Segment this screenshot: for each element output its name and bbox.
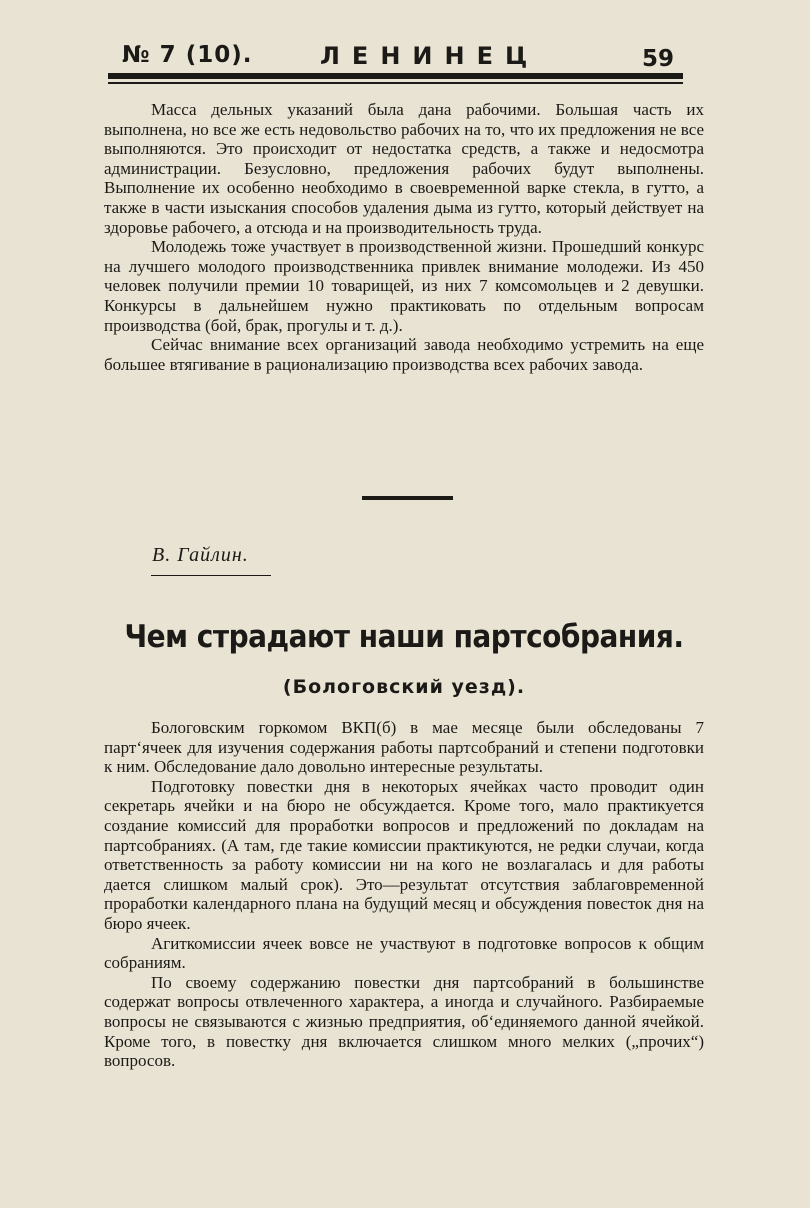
article-author: В. Гайлин.: [152, 544, 249, 566]
issue-number: № 7 (10).: [122, 42, 253, 68]
header-rule-thick: [108, 73, 683, 79]
journal-title: ЛЕНИНЕЦ: [320, 42, 540, 70]
paragraph: Бологовским горкомом ВКП(б) в мае месяце были обследованы 7 парт‘ячеек для изучения содержания работы партсобраний и степени подготовки к ним. Обследование дало довольно интересные результаты.: [104, 718, 704, 777]
paragraph: Агиткомиссии ячеек вовсе не участвуют в подготовке вопросов к общим собраниям.: [104, 933, 704, 973]
article-subtitle: (Бологовский уезд).: [282, 676, 526, 698]
author-underline: [151, 575, 271, 576]
paragraph: Молодежь тоже участвует в производственной жизни. Прошедший конкурс на лучшего молодого производственника привлек внимание молодежи. Из 450 человек получили премии 10 товарищей, из них 7 комсомольцев и 2 девушки. Конкурсы в дальнейшем нужно практиковать по отдельным вопросам производства (бой, брак, прогулы и т. д.).: [104, 237, 704, 335]
article-body: [104, 718, 704, 1071]
paragraph: По своему содержанию повестки дня партсобраний в большинстве содержат вопросы отвлеченного характера, а иногда и случайного. Разбираемые вопросы не связываются с жизнью предприятия, об‘единяемого данной ячейкой. Кроме того, в повестку дня включается слишком много мелких („прочих“) вопросов.: [104, 972, 704, 1071]
paragraph: Масса дельных указаний была дана рабочими. Большая часть их выполнена, но все же есть недовольство рабочих на то, что их предложения не все выполняются. Это происходит от недостатка средств, а также и недосмотра администрации. Безусловно, предложения рабочих будут выполнены. Выполнение их особенно необходимо в своевременной варке стекла, в гутто, а также в части изыскания способов удаления дыма из гутто, который действует на здоровье рабочего, а отсюда и на производительность труда.: [104, 100, 704, 237]
article-continuation: [104, 100, 704, 374]
paragraph: Подготовку повестки дня в некоторых ячейках часто проводит один секретарь ячейки и на бюро не обсуждается. Кроме того, мало практикуется создание комиссий для проработки вопросов и предложений по докладам на партсобраниях. (А там, где такие комиссии практикуются, не редки случаи, когда ответственность за работу комиссии ни на кого не возлагалась и для работы дается слишком малый срок). Это—результат отсутствия заблаговременной проработки календарного плана на будущий месяц и обсуждения повесток дня на бюро ячеек.: [104, 776, 704, 933]
section-divider: [362, 496, 453, 500]
paragraph: Сейчас внимание всех организаций завода необходимо устремить на еще большее втягивание в рационализацию производства всех рабочих завода.: [104, 335, 704, 374]
article-title: Чем страдают наши партсобрания.: [124, 618, 684, 655]
page-number: 59: [641, 46, 674, 72]
header-rule-thin: [108, 82, 683, 84]
